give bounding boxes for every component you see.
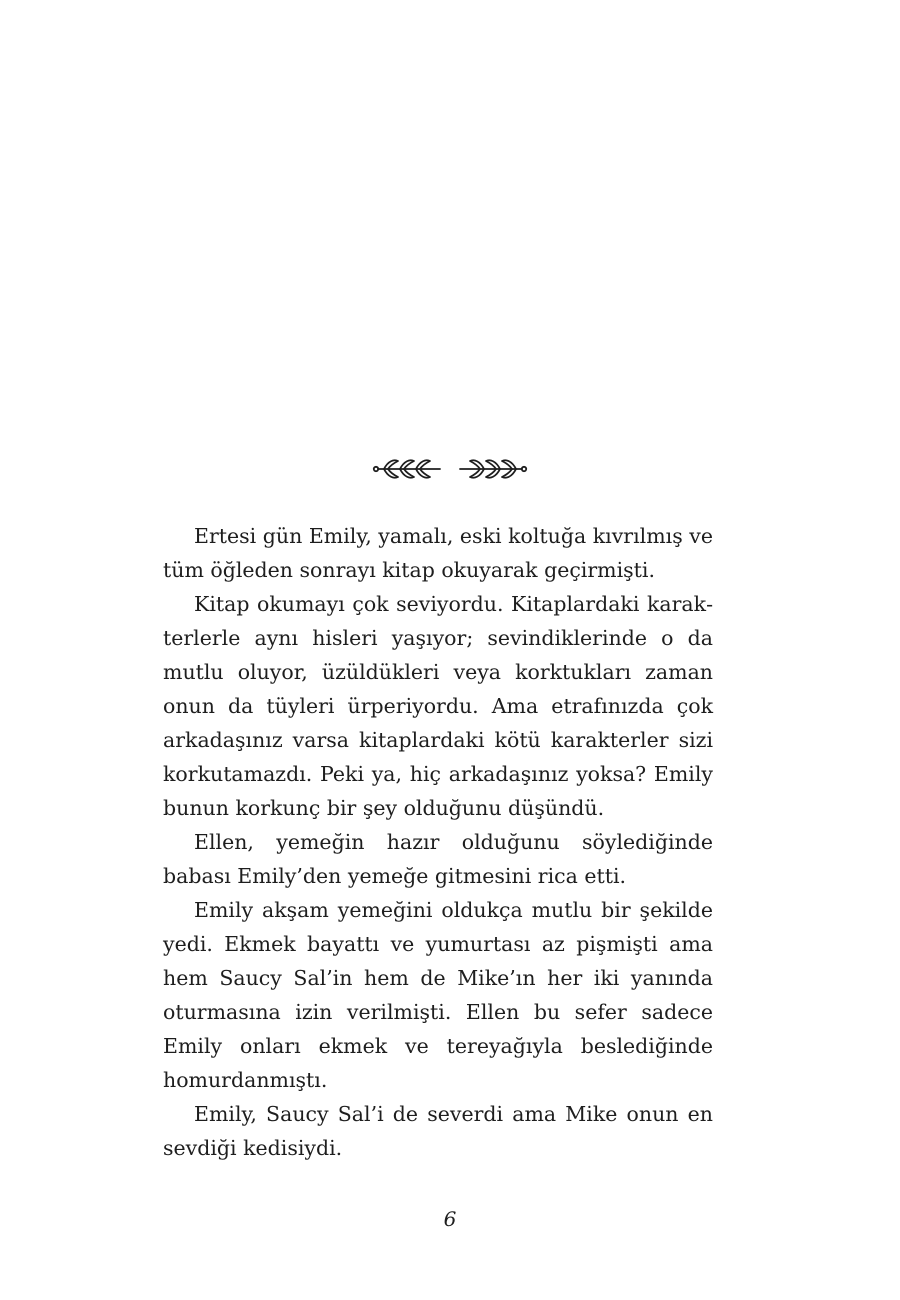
vine-divider-icon bbox=[370, 452, 530, 486]
page-number: 6 bbox=[443, 1207, 457, 1231]
paragraph: Emily, Saucy Sal’i de severdi ama Mike onun en sevdiği kedisiydi. bbox=[163, 1102, 713, 1160]
paragraph: Emily akşam yemeğini oldukça mutlu bir şekilde yedi. Ekmek bayattı ve yumurtası az pişmişti ama hem Saucy Sal’in hem de Mike’ın her iki yanında oturmasına izin verilmişti. Ellen bu sefer sadece Emily onları ekmek ve tereyağıyla beslediğinde homurdanmıştı. bbox=[163, 898, 713, 1092]
paragraph: Kitap okumayı çok seviyordu. Kitaplardaki karakterlerle aynı hisleri yaşıyor; sevindiklerinde o da mutlu oluyor, üzüldükleri veya korktukları zaman onun da tüyleri ürperiyordu. Ama etrafınızda çok arkadaşınız varsa kitaplardaki kötü karakterler sizi korkutamazdı. Peki ya, hiç arkadaşınız yoksa? Emily bunun korkunç bir şey olduğunu düşündü. bbox=[163, 592, 713, 820]
paragraph: Ertesi gün Emily, yamalı, eski koltuğa kıvrılmış ve tüm öğleden sonrayı kitap okuyarak geçirmişti. bbox=[163, 524, 713, 582]
ornament-divider bbox=[0, 452, 900, 486]
paragraph: Ellen, yemeğin hazır olduğunu söylediğinde babası Emily’den yemeğe gitmesini rica etti. bbox=[163, 830, 713, 888]
body-text bbox=[163, 519, 713, 1165]
